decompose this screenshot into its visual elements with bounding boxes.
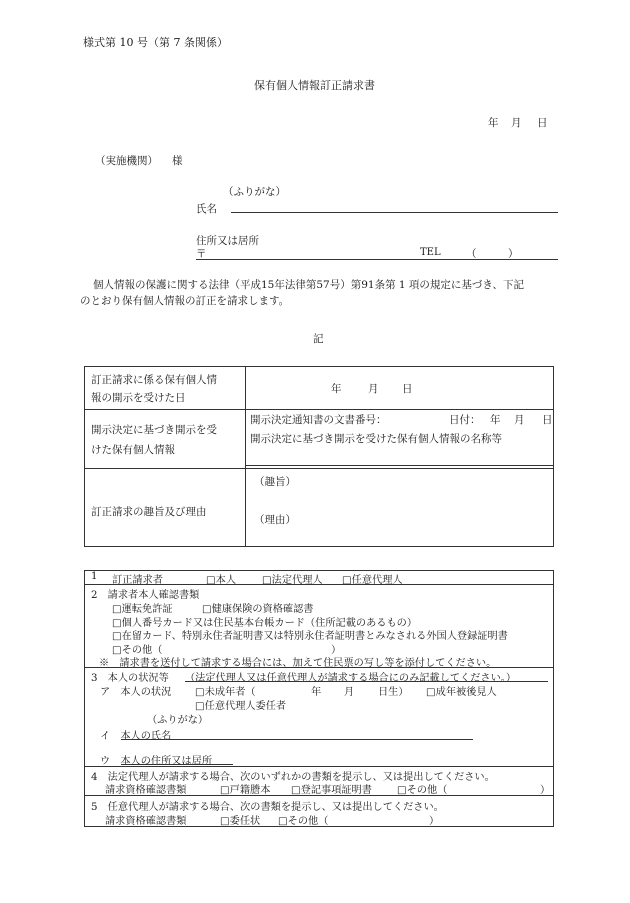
s3-birth-year[interactable]: 年 xyxy=(311,687,322,698)
row1-label-line1: 訂正請求に係る保有個人情 xyxy=(91,374,217,386)
s2-note: ※ 請求書を送付して請求する場合には、加えて住民票の写し等を添付してください。 xyxy=(99,658,497,669)
row2-date-label: 日付： xyxy=(449,414,481,426)
row1-label-line2: 報の開示を受けた日 xyxy=(91,392,186,404)
row1-month[interactable]: 月 xyxy=(368,383,379,395)
s2-title: 2 請求者本人確認書類 xyxy=(91,590,200,601)
recipient-organization: （実施機関） xyxy=(95,155,158,167)
intro-line-1: 個人情報の保護に関する法律（平成15年法律第57号）第91条第 1 項の規定に基づき、下記 xyxy=(93,279,525,291)
s3-adult-ward-checkbox[interactable]: □成年被後見人 xyxy=(426,687,497,698)
form-number: 様式第 10 号（第 7 条関係） xyxy=(83,36,228,49)
date-year[interactable]: 年 xyxy=(488,117,499,129)
row2-day[interactable]: 日 xyxy=(542,414,553,426)
row3-reason-label: （理由） xyxy=(254,514,296,526)
row3-purpose-label: （趣旨） xyxy=(254,476,296,488)
s5-other-close: ） xyxy=(429,816,440,827)
row1-day[interactable]: 日 xyxy=(402,383,413,395)
row-divider xyxy=(85,409,553,410)
s3-birth-month[interactable]: 月 xyxy=(344,687,355,698)
s4-registry-certificate-checkbox[interactable]: □登記事項証明書 xyxy=(291,785,372,796)
s1-legal-agent-checkbox[interactable]: □法定代理人 xyxy=(262,575,323,586)
applicant-name-label: 氏名 xyxy=(196,203,217,215)
row2-doc-number-label: 開示決定通知書の文書番号： xyxy=(250,414,387,426)
s2-health-insurance-checkbox[interactable]: □健康保険の資格確認書 xyxy=(202,604,314,615)
s1-label: 訂正請求者 xyxy=(112,575,163,586)
s3-u-label-underline xyxy=(121,764,233,765)
ki-heading: 記 xyxy=(313,333,324,345)
s4-docs-label: 請求資格確認書類 xyxy=(105,785,187,796)
requester-info-table xyxy=(84,570,554,827)
s3-title: 3 本人の状況等 xyxy=(91,673,169,684)
s5-title: 5 任意代理人が請求する場合、次の書類を提示し、又は提出してください。 xyxy=(91,802,444,813)
s2-residence-card-checkbox[interactable]: □在留カード、特別永住者証明書又は特別永住者証明書とみなされる外国人登録証明書 xyxy=(112,631,508,642)
row2-year[interactable]: 年 xyxy=(490,414,501,426)
s2-my-number-card-checkbox[interactable]: □個人番号カード又は住民基本台帳カード（住所記載のあるもの） xyxy=(112,618,418,629)
s3-i-label: イ 本人の氏名 xyxy=(100,731,172,742)
applicant-address-field[interactable] xyxy=(196,259,558,260)
s4-other-close: ） xyxy=(540,785,551,796)
row-underline xyxy=(245,465,553,466)
applicant-name-field[interactable] xyxy=(231,212,558,213)
tel-mark: TEL xyxy=(420,247,441,258)
row3-label: 訂正請求の趣旨及び理由 xyxy=(91,506,207,518)
recipient-honorific: 様 xyxy=(172,155,183,167)
intro-line-2: のとおり保有個人情報の訂正を請求します。 xyxy=(80,295,290,307)
s5-power-of-attorney-checkbox[interactable]: □委任状 xyxy=(220,816,261,827)
row2-label-line2: けた保有個人情報 xyxy=(91,444,175,456)
s3-u-label: ウ 本人の住所又は居所 xyxy=(100,756,213,767)
s1-number: 1 xyxy=(91,571,98,582)
s3-principal-name-field[interactable] xyxy=(121,739,473,740)
s4-family-register-checkbox[interactable]: □戸籍謄本 xyxy=(220,785,271,796)
s1-principal-checkbox[interactable]: □本人 xyxy=(206,575,237,586)
s5-other-checkbox[interactable]: □その他（ xyxy=(278,816,329,827)
s3-furigana-label: （ふりがな） xyxy=(147,715,209,726)
row1-year[interactable]: 年 xyxy=(331,383,342,395)
document-title: 保有個人情報訂正請求書 xyxy=(254,79,375,92)
s3-a-label: ア 本人の状況 xyxy=(100,687,172,698)
applicant-furigana-label: （ふりがな） xyxy=(223,186,286,198)
applicant-address-label: 住所又は居所 xyxy=(196,235,259,247)
row-divider xyxy=(85,468,553,469)
s2-other-checkbox[interactable]: □その他（ xyxy=(112,645,163,656)
s3-minor-checkbox[interactable]: □未成年者（ xyxy=(195,687,256,698)
s3-title-note-underline xyxy=(185,681,548,682)
request-details-table xyxy=(84,366,554,547)
row2-label-line1: 開示決定に基づき開示を受 xyxy=(91,424,217,436)
postal-mark: 〒 xyxy=(196,248,207,260)
s3-voluntary-principal-checkbox[interactable]: □任意代理人委任者 xyxy=(195,701,287,712)
s2-drivers-license-checkbox[interactable]: □運転免許証 xyxy=(112,604,173,615)
date-day[interactable]: 日 xyxy=(537,117,548,129)
date-month[interactable]: 月 xyxy=(511,117,522,129)
row2-month[interactable]: 月 xyxy=(514,414,525,426)
table-column-divider xyxy=(245,367,246,546)
s1-voluntary-agent-checkbox[interactable]: □任意代理人 xyxy=(342,575,403,586)
s4-other-checkbox[interactable]: □その他（ xyxy=(397,785,448,796)
s5-docs-label: 請求資格確認書類 xyxy=(105,816,187,827)
tel-paren: （ ） xyxy=(466,248,519,260)
s2-other-close: ） xyxy=(331,645,342,656)
s4-title: 4 法定代理人が請求する場合、次のいずれかの書類を提示し、又は提出してください。 xyxy=(91,772,495,783)
s3-birth-day[interactable]: 日生） xyxy=(378,687,409,698)
row2-info-name: 開示決定に基づき開示を受けた保有個人情報の名称等 xyxy=(250,433,502,445)
s3-title-note: （法定代理人又は任意代理人が請求する場合にのみ記載してください。） xyxy=(185,673,517,684)
